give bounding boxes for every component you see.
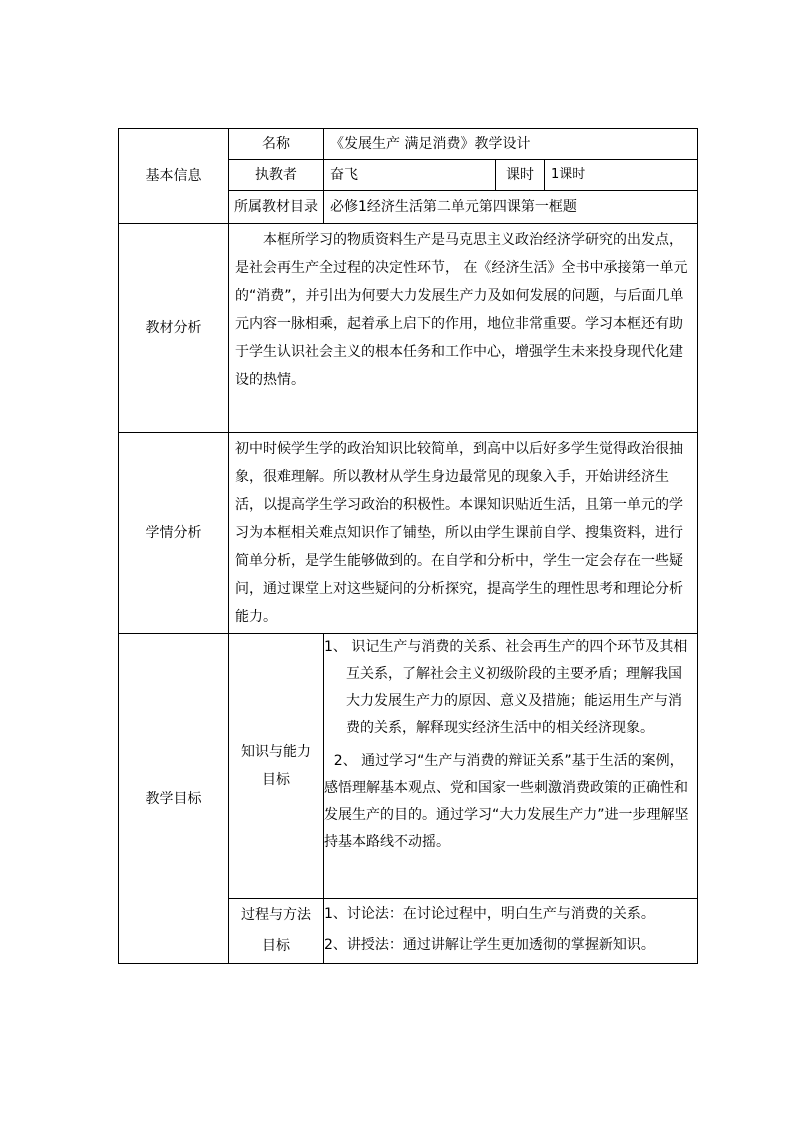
- knowledge-goal-content: [324, 634, 698, 899]
- student-analysis-label: 学情分析: [119, 433, 229, 634]
- process-goal-label-line2: 目标: [262, 938, 290, 954]
- basic-info-label: 基本信息: [119, 129, 229, 224]
- knowledge-goal-item-1: 1、 识记生产与消费的关系、社会再生产的四个环节及其相互关系，了解社会主义初级阶段的主要矛盾；理解我国大力发展生产力的原因、意义及措施；能运用生产与消费的关系，解释现实经济生活中的相关经济现象。: [324, 639, 688, 736]
- knowledge-goal-label: [229, 634, 324, 899]
- name-value: 《发展生产 满足消费》教学设计: [324, 129, 698, 160]
- student-analysis-text: 初中时候学生学的政治知识比较简单，到高中以后好多学生觉得政治很抽象，很难理解。所以教材从学生身边最常见的现象入手，开始讲经济生活，以提高学生学习政治的积极性。本课知识贴近生活，且第一单元的学习为本框相关难点知识作了铺垫，所以由学生课前自学、搜集资料，进行简单分析，是学生能够做到的。在自学和分析中，学生一定会存在一些疑问，通过课堂上对这些疑问的分析探究，提高学生的理性思考和理论分析能力。: [229, 433, 698, 634]
- process-goal-label-line1: 过程与方法: [241, 907, 311, 923]
- textbook-label: 所属教材目录: [229, 191, 324, 224]
- teacher-value: 奋飞: [324, 160, 496, 191]
- knowledge-goal-label-line2: 目标: [262, 772, 290, 788]
- process-goal-item-2: 2、讲授法：通过讲解让学生更加透彻的掌握新知识。: [324, 937, 655, 953]
- teacher-label: 执教者: [229, 160, 324, 191]
- knowledge-goal-label-line1: 知识与能力: [241, 744, 311, 760]
- hours-label: 课时: [496, 160, 545, 191]
- material-analysis-label: 教材分析: [119, 224, 229, 433]
- hours-value: 1课时: [545, 160, 698, 191]
- lesson-design-table: [118, 128, 698, 964]
- process-goal-label: [229, 899, 324, 964]
- process-goal-content: [324, 899, 698, 964]
- material-analysis-text: 本框所学习的物质资料生产是马克思主义政治经济学研究的出发点，是社会再生产全过程的决定性环节， 在《经济生活》全书中承接第一单元的“消费”，并引出为何要大力发展生产力及如何发展的问题，与后面几单元内容一脉相乘，起着承上启下的作用，地位非常重要。学习本框还有助于学生认识社会主义的根本任务和工作中心，增强学生未来投身现代化建设的热情。: [229, 224, 698, 433]
- knowledge-goal-item-2: 2、 通过学习“生产与消费的辩证关系”基于生活的案例，感悟理解基本观点、党和国家一些刺激消费政策的正确性和发展生产的目的。通过学习“大力发展生产力”进一步理解坚持基本路线不动摇。: [324, 753, 689, 850]
- name-label: 名称: [229, 129, 324, 160]
- textbook-value: 必修1经济生活第二单元第四课第一框题: [324, 191, 698, 224]
- process-goal-item-1: 1、讨论法：在讨论过程中，明白生产与消费的关系。: [324, 906, 655, 922]
- teaching-goals-label: 教学目标: [119, 634, 229, 964]
